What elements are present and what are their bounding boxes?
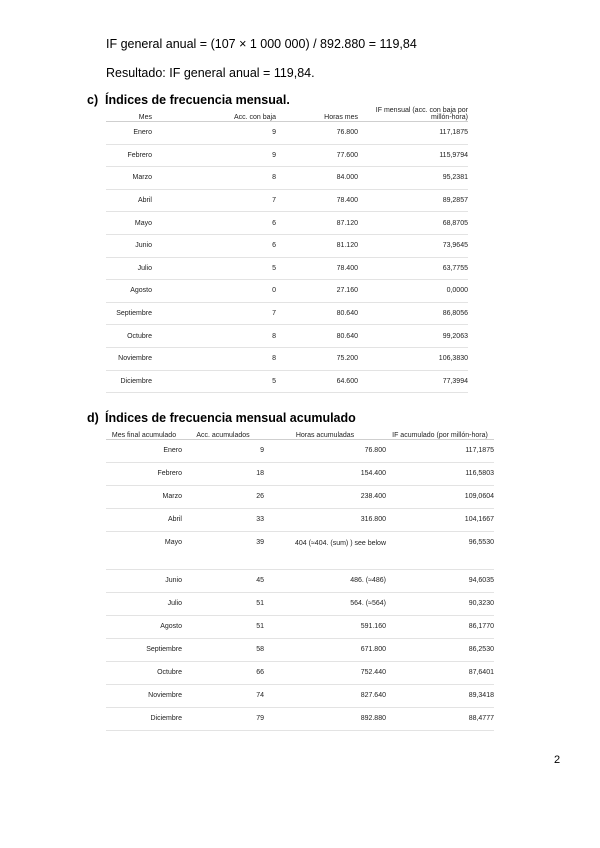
- accidents-cell: 8: [152, 347, 276, 370]
- table-row: [106, 662, 494, 685]
- table-row: [106, 708, 494, 731]
- month-cell: Mayo: [106, 212, 152, 235]
- if-cell: 117,1875: [358, 122, 468, 145]
- col-header-acc: Acc. con baja: [152, 107, 276, 122]
- table-header-row: [106, 425, 494, 440]
- if-cell: 86,8056: [358, 302, 468, 325]
- hours-cell: 827.640: [264, 685, 386, 708]
- if-cell: 115,9794: [358, 144, 468, 167]
- hours-cell: 64.600: [276, 370, 358, 393]
- month-cell: Abril: [106, 189, 152, 212]
- page-number: 2: [554, 754, 561, 766]
- accidents-cell: 6: [152, 212, 276, 235]
- table-row: [106, 189, 468, 212]
- month-cell: Julio: [106, 257, 152, 280]
- if-cell: 94,6035: [386, 570, 494, 593]
- accidents-cell: 7: [152, 189, 276, 212]
- if-cell: 86,2530: [386, 639, 494, 662]
- table-row: [106, 509, 494, 532]
- table-row: [106, 440, 494, 463]
- result-line: Resultado: IF general anual = 119,84.: [106, 66, 315, 80]
- hours-cell: 27.160: [276, 280, 358, 303]
- hours-cell: 76.800: [276, 122, 358, 145]
- hours-cell: 752.440: [264, 662, 386, 685]
- month-cell: Noviembre: [106, 347, 152, 370]
- if-cell: 63,7755: [358, 257, 468, 280]
- col-header-mes-final: Mes final acumulado: [106, 425, 182, 440]
- accidents-cell: 45: [182, 570, 264, 593]
- accidents-cell: 33: [182, 509, 264, 532]
- accidents-cell: 51: [182, 593, 264, 616]
- table-row: [106, 616, 494, 639]
- accidents-cell: 8: [152, 167, 276, 190]
- table-row: [106, 347, 468, 370]
- if-cell: 86,1770: [386, 616, 494, 639]
- accidents-cell: 9: [182, 440, 264, 463]
- table-row: [106, 325, 468, 348]
- hours-cell: 80.640: [276, 325, 358, 348]
- table-row: [106, 463, 494, 486]
- accidents-cell: 5: [152, 257, 276, 280]
- if-cell: 73,9645: [358, 234, 468, 257]
- hours-cell: 564. (≈564): [264, 593, 386, 616]
- month-cell: Junio: [106, 570, 182, 593]
- hours-cell: 78.400: [276, 257, 358, 280]
- accidents-cell: 9: [152, 122, 276, 145]
- if-cell: 104,1667: [386, 509, 494, 532]
- formula-line: IF general anual = (107 × 1 000 000) / 892.880 = 119,84: [106, 37, 417, 51]
- month-cell: Agosto: [106, 616, 182, 639]
- hours-cell: 80.640: [276, 302, 358, 325]
- section-d-heading: [87, 411, 356, 425]
- section-c-heading: [87, 93, 290, 107]
- table-row: [106, 370, 468, 393]
- accidents-cell: 9: [152, 144, 276, 167]
- accidents-cell: 0: [152, 280, 276, 303]
- month-cell: Febrero: [106, 463, 182, 486]
- table-row: [106, 532, 494, 570]
- monthly-if-table: [106, 107, 468, 393]
- hours-cell: 76.800: [264, 440, 386, 463]
- accidents-cell: 7: [152, 302, 276, 325]
- month-cell: Marzo: [106, 167, 152, 190]
- month-cell: Febrero: [106, 144, 152, 167]
- month-cell: Abril: [106, 509, 182, 532]
- section-c-title: Índices de frecuencia mensual.: [105, 93, 290, 107]
- month-cell: Enero: [106, 440, 182, 463]
- if-cell: 95,2381: [358, 167, 468, 190]
- table-row: [106, 212, 468, 235]
- col-header-acc-acumulados: Acc. acumulados: [182, 425, 264, 440]
- table-row: [106, 486, 494, 509]
- accidents-cell: 6: [152, 234, 276, 257]
- if-cell: 0,0000: [358, 280, 468, 303]
- month-cell: Diciembre: [106, 708, 182, 731]
- hours-cell: 84.000: [276, 167, 358, 190]
- hours-cell: 671.800: [264, 639, 386, 662]
- hours-cell: 238.400: [264, 486, 386, 509]
- accidents-cell: 8: [152, 325, 276, 348]
- table-row: [106, 122, 468, 145]
- table-row: [106, 593, 494, 616]
- month-cell: Noviembre: [106, 685, 182, 708]
- accidents-cell: 39: [182, 532, 264, 570]
- if-cell: 89,3418: [386, 685, 494, 708]
- hours-cell: 404 (≈404. (sum) ) see below: [264, 532, 386, 570]
- hours-cell: 892.880: [264, 708, 386, 731]
- hours-cell: 75.200: [276, 347, 358, 370]
- month-cell: Julio: [106, 593, 182, 616]
- section-c-label: c): [87, 93, 99, 107]
- accidents-cell: 51: [182, 616, 264, 639]
- table-row: [106, 280, 468, 303]
- col-header-if-acumulado: IF acumulado (por millón-hora): [386, 425, 494, 440]
- month-cell: Mayo: [106, 532, 182, 570]
- if-cell: 117,1875: [386, 440, 494, 463]
- hours-cell: 78.400: [276, 189, 358, 212]
- month-cell: Septiembre: [106, 302, 152, 325]
- month-cell: Octubre: [106, 325, 152, 348]
- section-d-label: d): [87, 411, 99, 425]
- month-cell: Marzo: [106, 486, 182, 509]
- table-row: [106, 302, 468, 325]
- section-d-title: Índices de frecuencia mensual acumulado: [105, 411, 356, 425]
- if-cell: 68,8705: [358, 212, 468, 235]
- if-cell: 90,3230: [386, 593, 494, 616]
- col-header-if: IF mensual (acc. con baja por millón-hora): [358, 107, 468, 122]
- accidents-cell: 18: [182, 463, 264, 486]
- if-cell: 87,6401: [386, 662, 494, 685]
- month-cell: Agosto: [106, 280, 152, 303]
- if-cell: 109,0604: [386, 486, 494, 509]
- hours-cell: 87.120: [276, 212, 358, 235]
- hours-cell: 81.120: [276, 234, 358, 257]
- accidents-cell: 58: [182, 639, 264, 662]
- if-cell: 116,5803: [386, 463, 494, 486]
- month-cell: Octubre: [106, 662, 182, 685]
- accidents-cell: 5: [152, 370, 276, 393]
- if-cell: 88,4777: [386, 708, 494, 731]
- month-cell: Septiembre: [106, 639, 182, 662]
- hours-cell: 591.160: [264, 616, 386, 639]
- table-row: [106, 167, 468, 190]
- accidents-cell: 26: [182, 486, 264, 509]
- table-row: [106, 234, 468, 257]
- table-row: [106, 639, 494, 662]
- table-row: [106, 570, 494, 593]
- hours-cell: 154.400: [264, 463, 386, 486]
- if-cell: 77,3994: [358, 370, 468, 393]
- table-header-row: [106, 107, 468, 122]
- cumulative-if-table: [106, 425, 494, 731]
- month-cell: Enero: [106, 122, 152, 145]
- if-cell: 89,2857: [358, 189, 468, 212]
- hours-cell: 316.800: [264, 509, 386, 532]
- table-row: [106, 257, 468, 280]
- table-row: [106, 144, 468, 167]
- col-header-horas: Horas mes: [276, 107, 358, 122]
- if-cell: 96,5530: [386, 532, 494, 570]
- if-cell: 106,3830: [358, 347, 468, 370]
- table-row: [106, 685, 494, 708]
- month-cell: Junio: [106, 234, 152, 257]
- accidents-cell: 66: [182, 662, 264, 685]
- col-header-horas-acumuladas: Horas acumuladas: [264, 425, 386, 440]
- hours-cell: 486. (≈486): [264, 570, 386, 593]
- accidents-cell: 74: [182, 685, 264, 708]
- month-cell: Diciembre: [106, 370, 152, 393]
- col-header-mes: Mes: [106, 107, 152, 122]
- accidents-cell: 79: [182, 708, 264, 731]
- hours-cell: 77.600: [276, 144, 358, 167]
- if-cell: 99,2063: [358, 325, 468, 348]
